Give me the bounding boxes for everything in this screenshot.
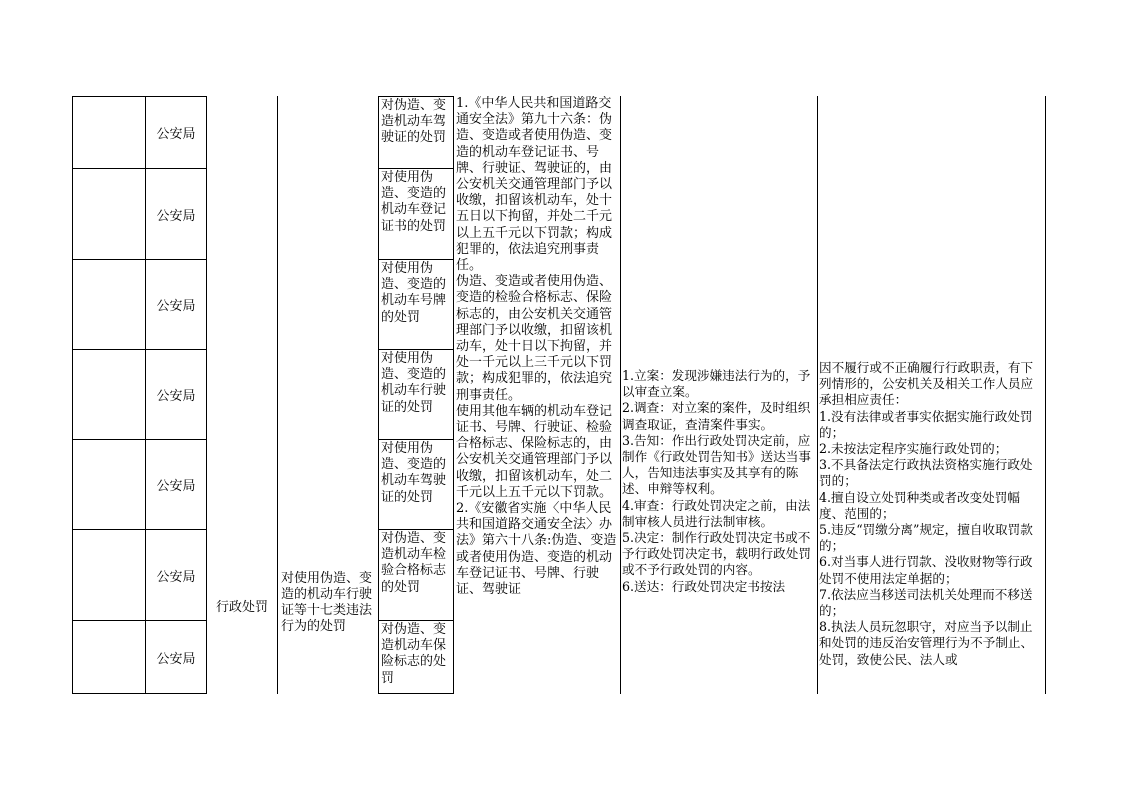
table-border-left <box>72 96 73 694</box>
table-border-right <box>1045 96 1046 694</box>
agency-cell: 公安局 <box>156 651 196 667</box>
agency-cell: 公安局 <box>156 479 196 494</box>
agency-cell: 公安局 <box>156 127 196 142</box>
sub-item: 对伪造、变造机动车检验合格标志的处罚 <box>378 529 454 621</box>
sub-item: 对伪造、变造机动车保险标志的处罚 <box>378 620 454 694</box>
agency-cell: 公安局 <box>156 299 196 314</box>
agency-cell: 公安局 <box>156 208 196 224</box>
table-divider <box>277 96 278 694</box>
sub-item: 对使用伪造、变造的机动车登记证书的处罚 <box>378 168 454 260</box>
power-type: 行政处罚 <box>215 599 268 615</box>
sub-item: 对使用伪造、变造的机动车驾驶证的处罚 <box>378 439 454 530</box>
accountability-text: 因不履行或不正确履行行政职责，有下列情形的，公安机关及相关工作人员应承担相应责任： 1.没有法律或者事实依据实施行政处罚的； 2.未按法定程序实施行政处罚的； 3.不具备法定行政执法资格实施行政处罚的； 4.擅自设立处罚种类或者改变处罚幅度、范围的； 5.违反“罚缴分离”规定，擅自收取罚款的； 6.对当事人进行罚款、没收财物等行政处罚不使用法定单据的； 7.依法应当移送司法机关处理而不移送的； 8.执法人员玩忽职守，对应当予以制止和处罚的违反治安管理行为不予制止、处罚，致使公民、法人或 <box>819 360 1034 667</box>
table-divider <box>817 96 818 694</box>
agency-cell: 公安局 <box>156 569 196 585</box>
sub-item: 对使用伪造、变造的机动车号牌的处罚 <box>378 259 454 350</box>
legal-basis: 1.《中华人民共和国道路交通安全法》第九十六条：伪造、变造或者使用伪造、变造的机动车登记证书、号牌、行驶证、驾驶证的，由公安机关交通管理部门予以收缴，扣留该机动车，处十五日以下拘留，并处二千元以上五千元以下罚款；构成犯罪的，依法追究刑事责任。 伪造、变造或者使用伪造、变造的检验合格标志、保险标志的，由公安机关交通管理部门予以收缴，扣留该机动车，处十日以下拘留，并处一千元以上三千元以下罚款；构成犯罪的，依法追究刑事责任。 使用其他车辆的机动车登记证书、号牌、行驶证、检验合格标志、保险标志的，由公安机关交通管理部门予以收缴，扣留该机动车，处二千元以上五千元以下罚款。 2.《安徽省实施〈中华人民共和国道路交通安全法〉办法》第六十八条:伪造、变造或者使用伪造、变造的机动车登记证书、号牌、行驶证、驾驶证 <box>456 96 617 598</box>
row-divider <box>72 693 207 694</box>
agency-cell: 公安局 <box>156 389 196 404</box>
table-divider <box>620 96 621 694</box>
sub-item: 对伪造、变造机动车驾驶证的处罚 <box>378 96 454 169</box>
power-item: 对使用伪造、变造的机动车行驶证等十七类违法行为的处罚 <box>281 570 373 634</box>
sub-item: 对使用伪造、变造的机动车行驶证的处罚 <box>378 349 454 440</box>
procedure-text: 1.立案：发现涉嫌违法行为的，予以审查立案。 2.调查：对立案的案件，及时组织调查取证，查清案件事实。 3.告知：作出行政处罚决定前，应制作《行政处罚告知书》送达当事人，告知违法事实及其享有的陈述、申辩等权利。 4.审查：行政处罚决定之前，由法制审核人员进行法制审核。 5.决定：制作行政处罚决定书或不予行政处罚决定书，载明行政处罚或不予行政处罚的内容。 6.送达：行政处罚决定书按法 <box>622 368 811 594</box>
